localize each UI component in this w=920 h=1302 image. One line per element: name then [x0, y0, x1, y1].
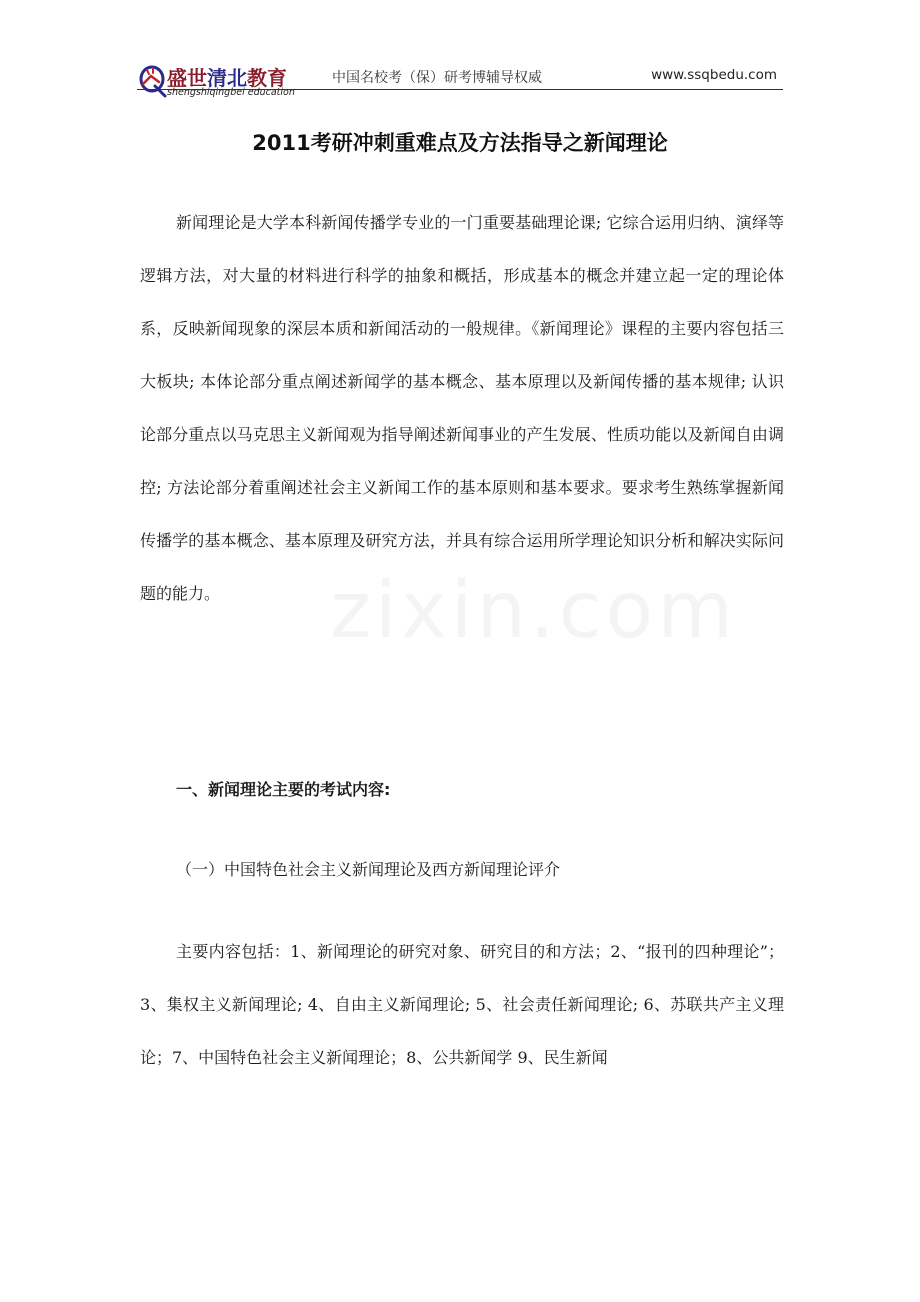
intro-paragraph: 新闻理论是大学本科新闻传播学专业的一门重要基础理论课; 它综合运用归纳、演绎等逻辑方法，对大量的材料进行科学的抽象和概括，形成基本的概念并建立起一定的理论体系，反映新闻现象的深层本质和新闻活动的一般规律。《新闻理论》课程的主要内容包括三大板块; 本体论部分重点阐述新闻学的基本概念、基本原理以及新闻传播的基本规律; 认识论部分重点以马克思主义新闻观为指导阐述新闻事业的产生发展、性质功能以及新闻自由调控; 方法论部分着重阐述社会主义新闻工作的基本原则和基本要求。要求考生熟练掌握新闻传播学的基本概念、基本原理及研究方法，并具有综合运用所学理论知识分析和解决实际问题的能力。 — [140, 213, 784, 603]
logo-chinese-name: 盛世清北教育 — [167, 66, 287, 90]
header-slogan: 中国名校考（保）研考博辅导权威 — [332, 70, 542, 86]
header-divider — [137, 89, 783, 90]
header-url: www.ssqbedu.com — [651, 67, 777, 83]
document-title: 2011考研冲刺重难点及方法指导之新闻理论 — [252, 131, 668, 155]
subsection-paragraph: 主要内容包括：1、新闻理论的研究对象、研究目的和方法；2、“报刊的四种理论”；3、集权主义新闻理论; 4、自由主义新闻理论; 5、社会责任新闻理论; 6、苏联共产主义理论；7、中国特色社会主义新闻理论；8、公共新闻学 9、民生新闻 — [140, 942, 784, 1067]
page-header — [137, 60, 783, 100]
logo — [137, 60, 295, 102]
logo-q-icon — [137, 64, 169, 98]
logo-english-name: shengshiqingbei education — [167, 87, 295, 98]
section-heading: 一、新闻理论主要的考试内容: — [176, 780, 391, 799]
subsection-heading: （一）中国特色社会主义新闻理论及西方新闻理论评介 — [176, 860, 561, 879]
